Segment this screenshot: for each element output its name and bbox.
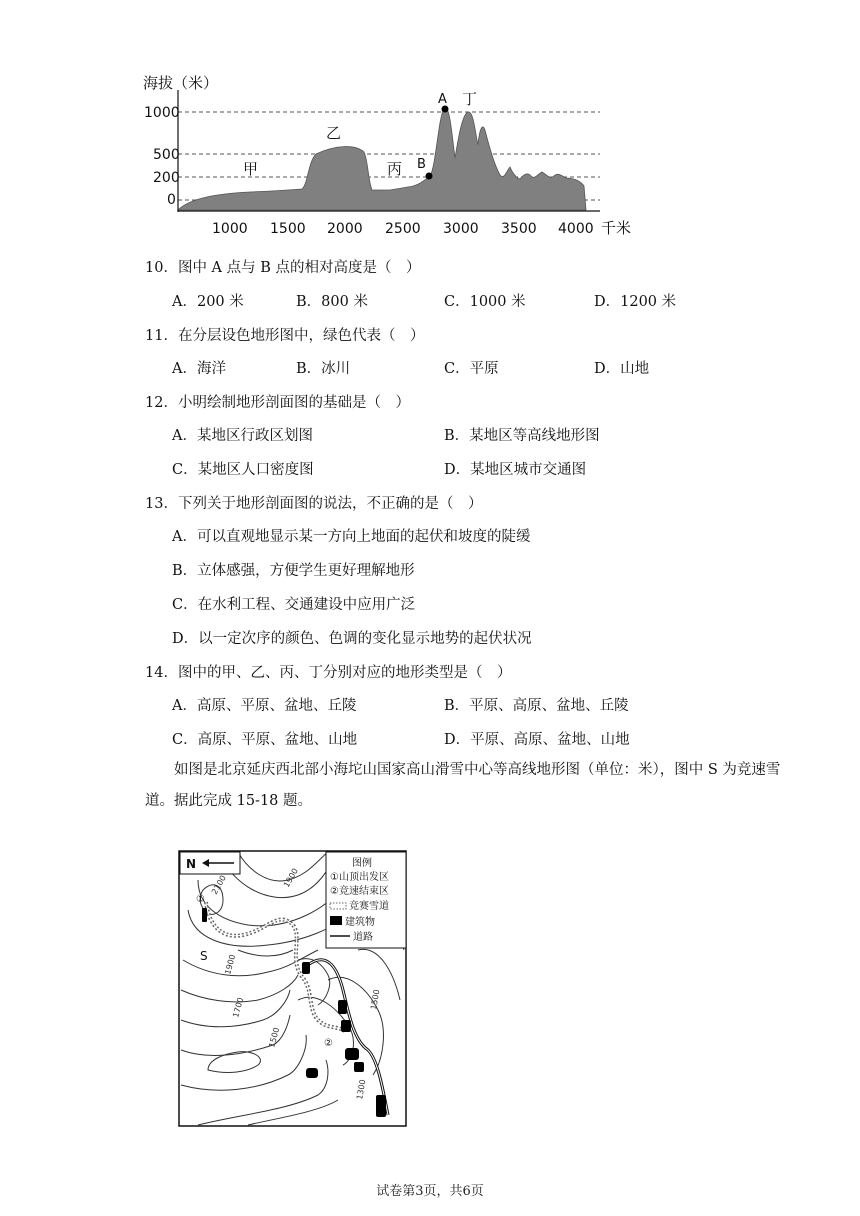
q13-option-d[interactable]: D．以一定次序的颜色、色调的变化显示地势的起伏状况 xyxy=(172,631,532,647)
x-tick-4000: 4000 xyxy=(558,221,594,237)
elevation-profile-chart xyxy=(140,62,660,240)
x-tick-1000: 1000 xyxy=(212,221,248,237)
q10-option-b[interactable]: B．800 米 xyxy=(296,294,368,310)
x-tick-3500: 3500 xyxy=(501,221,537,237)
legend-road: 道路 xyxy=(353,932,373,943)
q13-option-b[interactable]: B．立体感强，方便学生更好理解地形 xyxy=(172,563,415,579)
terrain-profile xyxy=(178,108,586,210)
q12-option-d[interactable]: D．某地区城市交通图 xyxy=(444,462,587,478)
question-12-stem: 12．小明绘制地形剖面图的基础是（ ） xyxy=(145,395,410,411)
legend-finish-area: ②竞速结束区 xyxy=(330,886,389,897)
question-13-stem: 13．下列关于地形剖面图的说法，不正确的是（ ） xyxy=(145,496,483,512)
q10-option-d[interactable]: D．1200 米 xyxy=(594,294,677,310)
x-tick-3000: 3000 xyxy=(443,221,479,237)
contour-label-1900-left: 1900 xyxy=(223,953,238,976)
region-ding: 丁 xyxy=(462,90,478,108)
north-label: N xyxy=(186,857,197,871)
contour-label-1300: 1300 xyxy=(355,1078,368,1101)
legend-building: 建筑物 xyxy=(345,917,375,928)
legend-start-area: ①山顶出发区 xyxy=(330,872,389,883)
q11-option-b[interactable]: B．冰川 xyxy=(296,361,351,377)
region-jia: 甲 xyxy=(243,160,259,178)
legend-race-slope: 竞赛雪道 xyxy=(349,901,389,912)
contour-label-1700: 1700 xyxy=(231,996,246,1019)
region-yi: 乙 xyxy=(326,124,342,142)
contour-map xyxy=(178,850,408,1128)
start-area-marker: ① xyxy=(196,894,205,905)
q14-option-b[interactable]: B．平原、高原、盆地、丘陵 xyxy=(444,698,629,714)
q13-option-c[interactable]: C．在水利工程、交通建设中应用广泛 xyxy=(172,597,416,613)
q10-option-c[interactable]: C．1000 米 xyxy=(444,294,526,310)
y-tick-500: 500 xyxy=(153,147,180,163)
slope-s-label: S xyxy=(200,949,208,963)
q14-option-d[interactable]: D．平原、高原、盆地、山地 xyxy=(444,732,630,748)
contour-label-1500-right: 1500 xyxy=(369,988,382,1011)
region-bing: 丙 xyxy=(387,160,403,178)
q11-option-a[interactable]: A．海洋 xyxy=(172,361,226,377)
contour-label-1500-left: 1500 xyxy=(267,1026,282,1049)
x-tick-2000: 2000 xyxy=(327,221,363,237)
q14-option-c[interactable]: C．高原、平原、盆地、山地 xyxy=(172,732,358,748)
chart-ylabel: 海拔（米） xyxy=(143,74,219,92)
question-11-stem: 11．在分层设色地形图中，绿色代表（ ） xyxy=(145,328,425,344)
point-a-label: A xyxy=(438,92,447,107)
q12-option-b[interactable]: B．某地区等高线地形图 xyxy=(444,428,600,444)
contour-label-1900-top: 1900 xyxy=(281,866,300,889)
x-unit: 千米 xyxy=(601,219,632,237)
q10-option-a[interactable]: A．200 米 xyxy=(172,294,244,310)
q13-option-a[interactable]: A．可以直观地显示某一方向上地面的起伏和坡度的陡缓 xyxy=(172,529,531,545)
q11-option-c[interactable]: C．平原 xyxy=(444,361,499,377)
q12-option-c[interactable]: C．某地区人口密度图 xyxy=(172,462,314,478)
question-14-stem: 14．图中的甲、乙、丙、丁分别对应的地形类型是（ ） xyxy=(145,665,512,681)
page-footer: 试卷第3页，共6页 xyxy=(376,1184,484,1199)
y-tick-0: 0 xyxy=(167,192,176,208)
y-tick-1000: 1000 xyxy=(144,105,180,121)
x-tick-2500: 2500 xyxy=(385,221,421,237)
contour-label-2100: 2100 xyxy=(209,873,228,896)
q12-option-a[interactable]: A．某地区行政区划图 xyxy=(172,428,313,444)
x-tick-1500: 1500 xyxy=(270,221,306,237)
legend-slope-icon xyxy=(330,903,346,909)
point-b-label: B xyxy=(417,157,426,172)
q14-option-a[interactable]: A．高原、平原、盆地、丘陵 xyxy=(172,698,357,714)
y-tick-200: 200 xyxy=(153,170,180,186)
question-10-stem: 10．图中 A 点与 B 点的相对高度是（ ） xyxy=(145,260,421,276)
legend-title: 图例 xyxy=(352,858,372,869)
point-b xyxy=(426,173,433,180)
intro-paragraph: 如图是北京延庆西北部小海坨山国家高山滑雪中心等高线地形图（单位：米），图中 S 为竞速雪道。据此完成 15-18 题。 xyxy=(145,762,781,809)
legend-building-icon xyxy=(330,916,342,925)
finish-area-marker: ② xyxy=(324,1038,333,1049)
q11-option-d[interactable]: D．山地 xyxy=(594,361,650,377)
